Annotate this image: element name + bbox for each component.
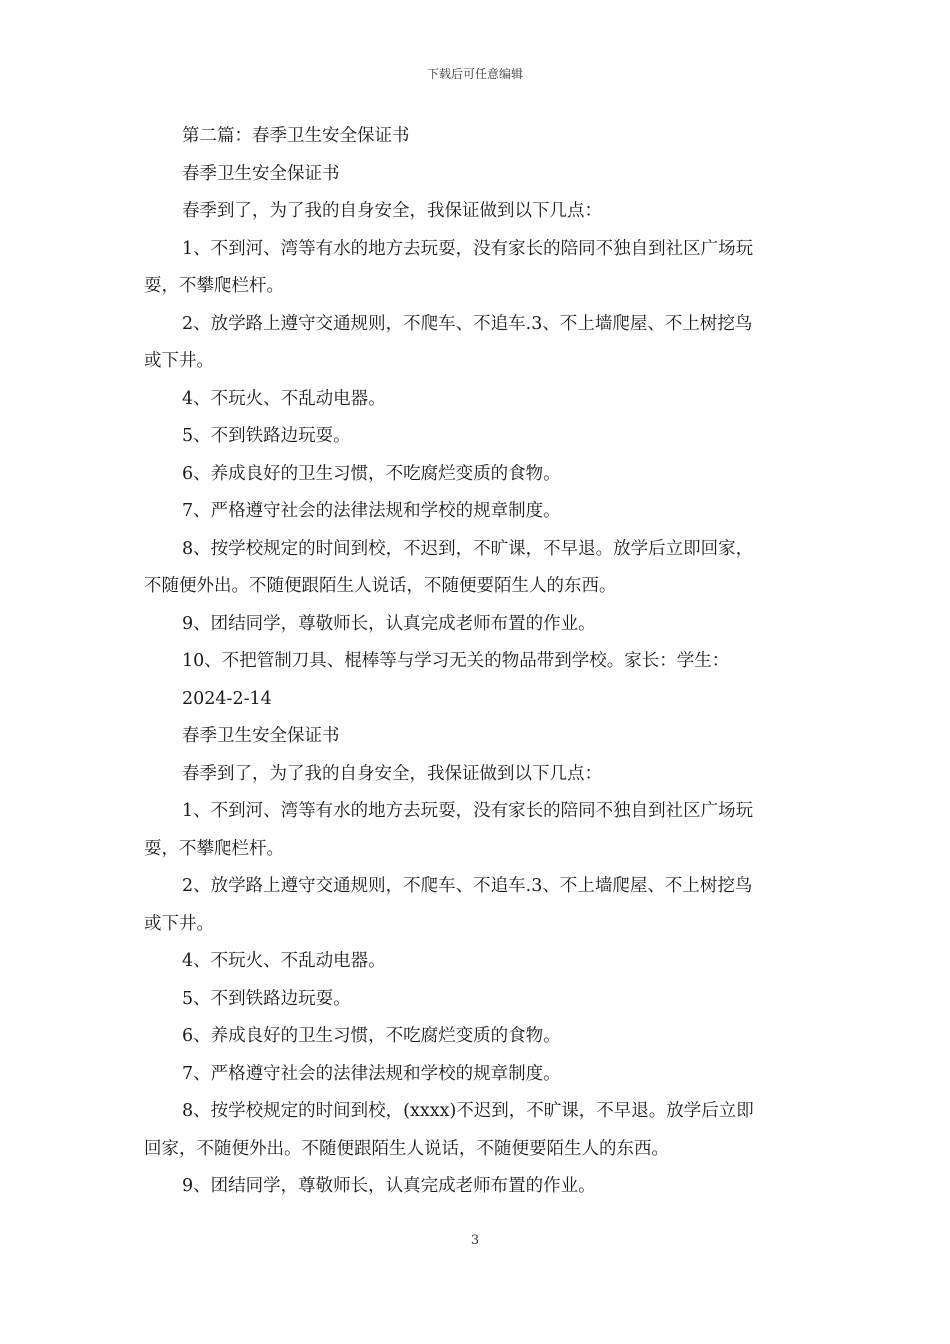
text-line: 春季到了，为了我的自身安全，我保证做到以下几点： bbox=[182, 201, 602, 221]
page-number: 3 bbox=[470, 1233, 480, 1248]
text-line: 8、按学校规定的时间到校，不迟到，不旷课，不早退。放学后立即回家， bbox=[182, 538, 754, 559]
page-header: 下载后可任意编辑 bbox=[426, 67, 523, 81]
text-line: 6、养成良好的卫生习惯，不吃腐烂变质的食物。 bbox=[182, 463, 561, 484]
text-line: 1、不到河、湾等有水的地方去玩耍，没有家长的陪同不独自到社区广场玩 bbox=[182, 801, 754, 821]
text-line: 7、严格遵守社会的法律法规和学校的规章制度。 bbox=[182, 1063, 561, 1084]
text-line: 耍，不攀爬栏杆。 bbox=[144, 276, 284, 296]
text-line: 1、不到河、湾等有水的地方去玩耍，没有家长的陪同不独自到社区广场玩 bbox=[182, 238, 754, 259]
text-line: 5、不到铁路边玩耍。 bbox=[182, 426, 351, 446]
text-line: 春季卫生安全保证书 bbox=[182, 163, 340, 184]
text-line: 10、不把管制刀具、棍棒等与学习无关的物品带到学校。家长：学生： bbox=[182, 651, 730, 671]
text-line: 回家，不随便外出。不随便跟陌生人说话，不随便要陌生人的东西。 bbox=[144, 1138, 669, 1159]
text-line: 8、按学校规定的时间到校，(xxxx)不迟到，不旷课，不早退。放学后立即 bbox=[182, 1101, 754, 1121]
text-line: 2、放学路上遵守交通规则，不爬车、不追车.3、不上墙爬屋、不上树挖鸟 bbox=[182, 876, 753, 896]
text-line: 9、团结同学，尊敬师长，认真完成老师布置的作业。 bbox=[182, 613, 596, 634]
text-line: 春季卫生安全保证书 bbox=[182, 726, 340, 746]
text-line: 2、放学路上遵守交通规则，不爬车、不追车.3、不上墙爬屋、不上树挖鸟 bbox=[182, 313, 753, 334]
text-line: 5、不到铁路边玩耍。 bbox=[182, 988, 351, 1009]
text-line: 春季到了，为了我的自身安全，我保证做到以下几点： bbox=[182, 763, 602, 784]
text-line: 不随便外出。不随便跟陌生人说话，不随便要陌生人的东西。 bbox=[144, 576, 617, 596]
text-line: 4、不玩火、不乱动电器。 bbox=[182, 388, 386, 409]
document-body bbox=[144, 118, 809, 1206]
text-line: 耍，不攀爬栏杆。 bbox=[144, 838, 284, 859]
text-line: 9、团结同学，尊敬师长，认真完成老师布置的作业。 bbox=[182, 1176, 596, 1196]
text-line: 4、不玩火、不乱动电器。 bbox=[182, 951, 386, 971]
text-line: 6、养成良好的卫生习惯，不吃腐烂变质的食物。 bbox=[182, 1026, 561, 1046]
text-line: 第二篇：春季卫生安全保证书 bbox=[182, 126, 410, 146]
text-line: 或下井。 bbox=[144, 913, 214, 934]
text-line: 2024-2-14 bbox=[182, 688, 272, 709]
text-line: 或下井。 bbox=[144, 351, 214, 371]
text-line: 7、严格遵守社会的法律法规和学校的规章制度。 bbox=[182, 501, 561, 521]
